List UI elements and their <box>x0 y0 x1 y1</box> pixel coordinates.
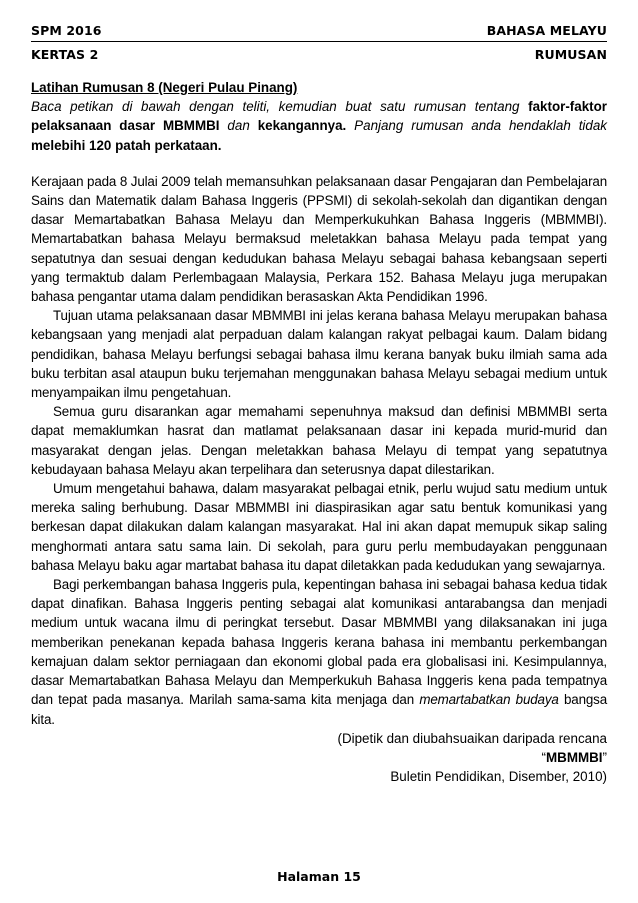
paper-label: KERTAS 2 <box>31 47 99 62</box>
paragraph-5-emphasis: memartabatkan budaya <box>419 692 559 708</box>
exercise-instructions <box>31 97 607 155</box>
paragraph-2: Tujuan utama pelaksanaan dasar MBMMBI ini jelas kerana bahasa Melayu merupakan bahasa kebangsaan yang menjadi alat perpaduan dalam kalangan rakyat pelbagai kaum. Dalam bidang pendidikan, bahasa Melayu berfungsi sebagai bahasa ilmu kerana banyak buku ilmiah sama ada buku terbitan asal ataupun buku terjemahan menggunakan bahasa Melayu sebagai medium untuk menyampaikan ilmu pengetahuan. <box>31 308 607 401</box>
paragraph-5-end: bangsa kita. <box>31 692 608 727</box>
exercise-title: Latihan Rumusan 8 (Negeri Pulau Pinang) <box>31 80 298 95</box>
paragraph-1: Kerajaan pada 8 Julai 2009 telah memansuhkan pelaksanaan dasar Pengajaran dan Pembelajaran Sains dan Matematik dalam Bahasa Inggeris (PPSMI) di sekolah-sekolah dan digantikan dengan dasar Memartabatkan Bahasa Melayu dan Memperkukuhkan Bahasa Inggeris (MBMMBI). Memartabatkan bahasa Melayu bermaksud meletakkan bahasa Melayu pada tempat yang sepatutnya dan sesuai dengan kedudukan bahasa Melayu sebagai bahasa kebangsaan seperti yang termaktub dalam Perlembagaan Malaysia, Perkara 152. Bahasa Melayu juga merupakan bahasa pengantar utama dalam pendidikan berasaskan Akta Pendidikan 1996. <box>31 173 607 305</box>
page-header-top <box>31 23 607 41</box>
source-line-3: Buletin Pendidikan, Disember, 2010) <box>390 769 607 785</box>
exam-label: SPM 2016 <box>31 23 102 38</box>
subject-label: BAHASA MELAYU <box>486 23 607 38</box>
page-number: Halaman 15 <box>277 869 361 884</box>
paragraph-5-text: Bagi perkembangan bahasa Inggeris pula, kepentingan bahasa ini sebagai bahasa kedua tidak dapat dinafikan. Bahasa Inggeris penting sebagai alat komunikasi antarabangsa dan menjadi medium untuk wacana ilmu di peringkat tersebut. Dasar MBMMBI yang dilaksanakan ini juga memberikan penekanan kepada bahasa Inggeris kerana bahasa ini membantu perkembangan kemajuan dalam sektor perniagaan dan ekonomi global pada era globalisasi ini. Kesimpulannya, dasar Memartabatkan Bahasa Melayu dan Memperkukuh Bahasa Inggeris kena pada tempatnya dan tepat pada masanya. Marilah sama-sama kita menjaga dan <box>31 577 607 708</box>
source-line-1: (Dipetik dan diubahsuaikan daripada rencana <box>337 730 607 746</box>
instr-text-1: Baca petikan di bawah dengan teliti, kemudian buat satu rumusan tentang <box>31 99 529 115</box>
instr-word-limit: melebihi 120 patah perkataan. <box>31 137 222 153</box>
instr-topic-1: faktor-faktor pelaksanaan dasar MBMMBI <box>31 99 607 134</box>
document-body <box>31 78 607 786</box>
header-divider <box>31 41 607 42</box>
instr-text-3: Panjang rumusan anda hendaklah tidak <box>346 118 607 134</box>
instr-text-2: dan <box>219 118 258 134</box>
source-line-2: “MBMMBI” <box>541 749 607 765</box>
paragraph-4: Umum mengetahui bahawa, dalam masyarakat pelbagai etnik, perlu wujud satu medium untuk mereka saling berhubung. Dasar MBMMBI ini diaspirasikan agar satu bentuk komunikasi yang berkesan dapat dilakukan dalam kalangan masyarakat. Hal ini akan dapat memupuk sikap saling menghormati antara satu sama lain. Di sekolah, para guru perlu membudayakan penggunaan bahasa Melayu baku agar martabat bahasa itu dapat diletakkan pada kedudukan yang sewajarnya. <box>31 481 607 573</box>
paragraph-5 <box>31 575 607 729</box>
instr-topic-2: kekangannya. <box>257 118 347 134</box>
source-article-title: MBMMBI <box>546 749 603 765</box>
paragraph-3: Semua guru disarankan agar memahami sepenuhnya maksud dan definisi MBMMBI serta dapat memaklumkan hasrat dan matlamat pelaksanaan dasar ini kepada murid-murid dan masyarakat dengan jelas. Dengan meletakkan bahasa Melayu di tempat yang sepatutnya kebudayaan bahasa Melayu akan terpelihara dan seterusnya dapat dilestarikan. <box>31 404 607 477</box>
section-label: RUMUSAN <box>534 47 607 62</box>
page-header-bottom <box>31 47 607 65</box>
